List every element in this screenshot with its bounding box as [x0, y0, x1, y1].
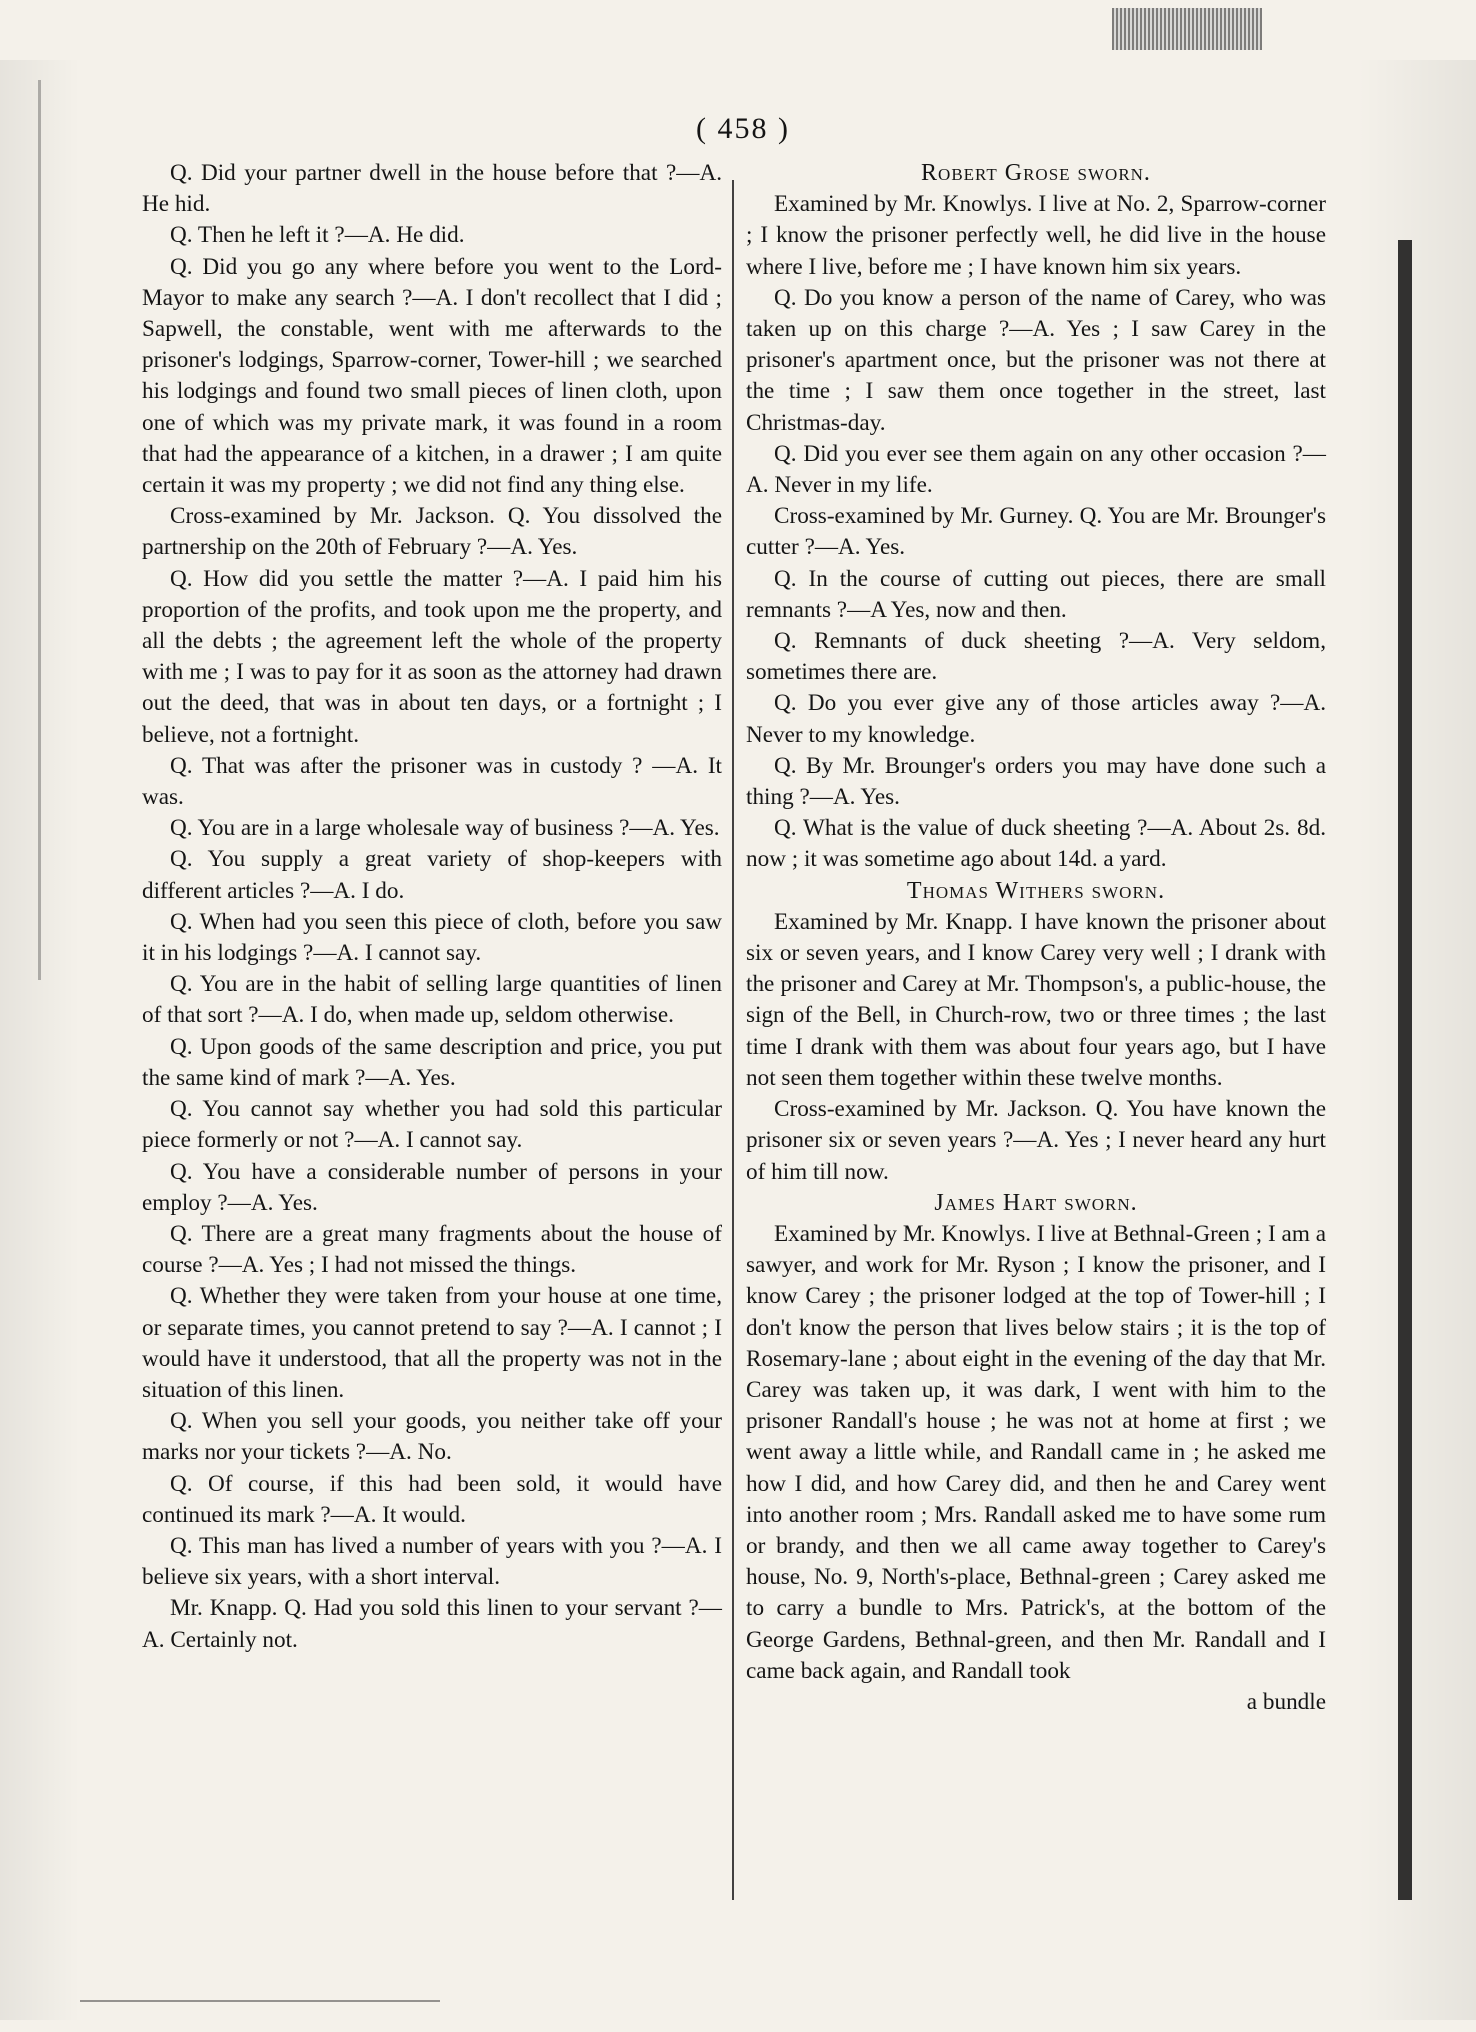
paragraph: Q. Whether they were taken from your house at one time, or separate times, you cannot pretend to say ?—A. I cannot ; I would have it understood, that all the property was not in the situation of this linen.	[142, 1283, 722, 1403]
paragraph: Mr. Knapp. Q. Had you sold this linen to your servant ?—A. Certainly not.	[142, 1595, 722, 1653]
paragraph: Q. In the course of cutting out pieces, there are small remnants ?—A Yes, now and then.	[746, 565, 1326, 623]
paragraph: Q. Do you ever give any of those articles away ?—A. Never to my knowledge.	[746, 690, 1326, 748]
paragraph: Q. You are in the habit of selling large quantities of linen of that sort ?—A. I do, when made up, seldom otherwise.	[142, 971, 722, 1029]
page-number: ( 458 )	[696, 112, 790, 145]
paragraph: Q. Did you ever see them again on any other occasion ?—A. Never in my life.	[746, 440, 1326, 499]
paragraph: Cross-examined by Mr. Jackson. Q. You dissolved the partnership on the 20th of February ?—A. Yes.	[142, 503, 722, 561]
paragraph: Q. When you sell your goods, you neither take off your marks nor your tickets ?—A. No.	[142, 1408, 722, 1466]
scan-edge-right	[1356, 60, 1476, 2020]
catchword: a bundle	[1246, 1688, 1326, 1715]
paragraph: Q. Upon goods of the same description and price, you put the same kind of mark ?—A. Yes.	[142, 1033, 722, 1091]
paragraph: Q. Remnants of duck sheeting ?—A. Very seldom, sometimes there are.	[746, 628, 1326, 686]
paragraph: Q. There are a great many fragments about the house of course ?—A. Yes ; I had not missed the things.	[142, 1220, 722, 1279]
paragraph: Cross-examined by Mr. Gurney. Q. You are Mr. Brounger's cutter ?—A. Yes.	[746, 503, 1326, 561]
paragraph: Q. What is the value of duck sheeting ?—A. About 2s. 8d. now ; it was sometime ago about 14d. a yard.	[746, 815, 1326, 873]
witness-heading: Robert Grose sworn.	[921, 160, 1151, 186]
library-stamp	[1112, 8, 1262, 50]
paragraph: Examined by Mr. Knowlys. I live at Bethnal-Green ; I am a sawyer, and work for Mr. Ryson ; I know the prisoner, and I know Carey ; the prisoner lodged at the top of Tower-hill ; I don't know the person that lives below stairs ; it is the top of Rosemary-lane ; about eight in the evening of the day that Mr. Carey was taken up, it was dark, I went with him to the prisoner Randall's house ; he was not at home at first ; we went away a little while, and Randall came in ; he asked me how I did, and how Carey did, and then he and Carey went into another room ; Mrs. Randall asked me to have some rum or brandy, and then we all came away together to Carey's house, No. 9, North's-place, Bethnal-green ; Carey asked me to carry a bundle to Mrs. Patrick's, at the bottom of the George Gardens, Bethnal-green, and then Mr. Randall and I came back again, and Randall took	[746, 1220, 1326, 1684]
paragraph: Q. You supply a great variety of shop-keepers with different articles ?—A. I do.	[142, 846, 722, 904]
paragraph: Examined by Mr. Knowlys. I live at No. 2, Sparrow-corner ; I know the prisoner perfectly well, he did live in the house where I live, before me ; I have known him six years.	[746, 191, 1326, 280]
scan-edge-mark-right	[1398, 240, 1412, 1900]
paragraph: Q. This man has lived a number of years with you ?—A. I believe six years, with a short interval.	[142, 1532, 722, 1591]
left-column	[142, 158, 722, 1656]
right-column	[746, 158, 1326, 1718]
paragraph: Cross-examined by Mr. Jackson. Q. You have known the prisoner six or seven years ?—A. Yes ; I never heard any hurt of him till now.	[746, 1096, 1326, 1185]
paragraph: Q. Did you go any where before you went to the Lord-Mayor to make any search ?—A. I don't recollect that I did ; Sapwell, the constable, went with me afterwards to the prisoner's lodgings, Sparrow-corner, Tower-hill ; we searched his lodgings and found two small pieces of linen cloth, upon one of which was my private mark, it was found in a room that had the appearance of a kitchen, in a drawer ; I am quite certain it was my property ; we did not find any thing else.	[142, 253, 722, 499]
witness-heading: James Hart sworn.	[934, 1189, 1138, 1216]
scan-edge-mark-left	[38, 80, 41, 980]
paragraph: Q. Of course, if this had been sold, it would have continued its mark ?—A. It would.	[142, 1470, 722, 1528]
paragraph: Q. That was after the prisoner was in custody ? —A. It was.	[142, 752, 722, 811]
paragraph: Q. Did your partner dwell in the house before that ?—A. He hid.	[142, 160, 722, 218]
paragraph: Q. You have a considerable number of persons in your employ ?—A. Yes.	[142, 1158, 722, 1216]
paragraph: Q. When had you seen this piece of cloth, before you saw it in his lodgings ?—A. I cannot say.	[142, 908, 722, 967]
paragraph: Q. You are in a large wholesale way of business ?—A. Yes.	[170, 815, 720, 842]
paragraph: Q. Then he left it ?—A. He did.	[170, 222, 465, 249]
paragraph: Q. By Mr. Brounger's orders you may have done such a thing ?—A. Yes.	[746, 752, 1326, 811]
witness-heading: Thomas Withers sworn.	[906, 877, 1166, 904]
paragraph: Q. Do you know a person of the name of Carey, who was taken up on this charge ?—A. Yes ; I saw Carey in the prisoner's apartment once, but the prisoner was not there at the time ; I saw them once together in the street, last Christmas-day.	[746, 284, 1326, 436]
bottom-rule	[80, 2000, 440, 2002]
paragraph: Q. How did you settle the matter ?—A. I paid him his proportion of the profits, and took upon me the property, and all the debts ; the agreement left the whole of the property with me ; I was to pay for it as soon as the attorney had drawn out the deed, that was in about ten days, or a fortnight ; I believe, not a fortnight.	[142, 565, 722, 748]
column-divider	[732, 180, 734, 1900]
paragraph: Examined by Mr. Knapp. I have known the prisoner about six or seven years, and I know Carey very well ; I drank with the prisoner and Carey at Mr. Thompson's, a public-house, the sign of the Bell, in Church-row, two or three times ; the last time I drank with them was about four years ago, but I have not seen them together within these twelve months.	[746, 908, 1326, 1091]
paragraph: Q. You cannot say whether you had sold this particular piece formerly or not ?—A. I cannot say.	[142, 1096, 722, 1154]
